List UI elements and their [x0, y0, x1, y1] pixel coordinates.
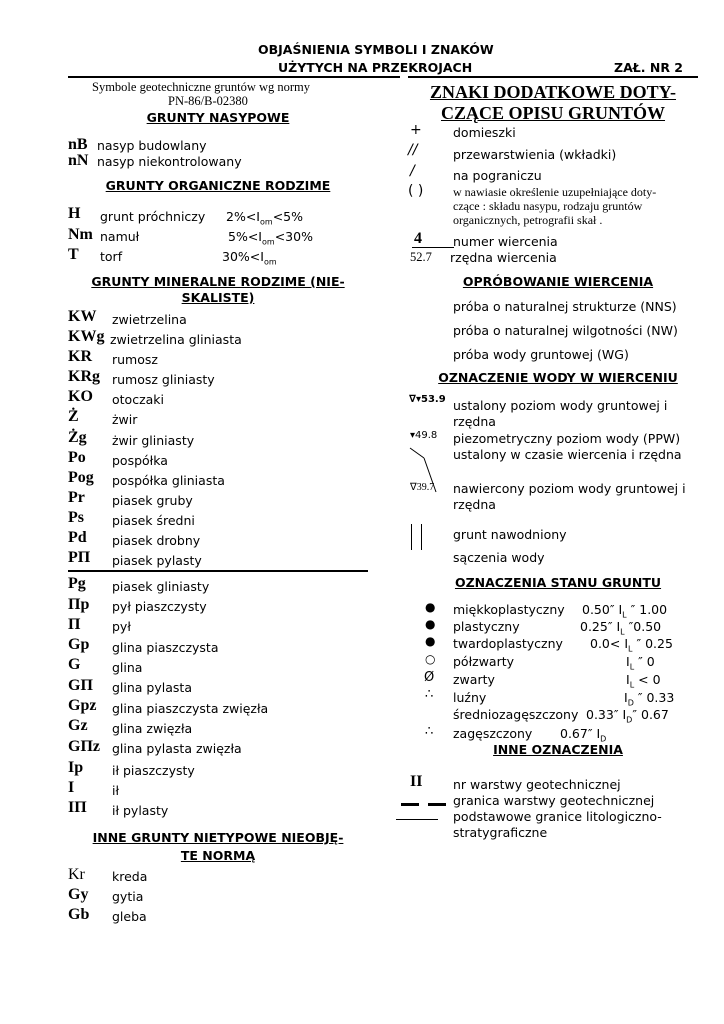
symbol-KO: KO: [68, 388, 93, 405]
desc-Pg: piasek gliniasty: [112, 579, 210, 594]
state-name-plastyczny: plastyczny: [453, 619, 520, 634]
symbol-nN: nN: [68, 152, 89, 169]
attachment-number: ZAŁ. NR 2: [614, 60, 684, 75]
state-range-zageszczony: 0.67″ $I_D$: [560, 726, 607, 744]
desc-Pd: piasek drobny: [112, 533, 201, 548]
state-range-miekkoplastyczny: 0.50″ $I_L$ ″ 1.00: [582, 602, 668, 620]
symbol-G: G: [68, 656, 81, 673]
filled-dot-icon: ●: [425, 617, 436, 631]
state-name-sredniozageszczony: średniozagęszczony: [453, 707, 579, 722]
desc-IPi: ił pylasty: [112, 803, 169, 818]
desc-granica-warstwy: granica warstwy geotechnicznej: [453, 793, 655, 808]
plus-icon: +: [410, 122, 422, 138]
triangle-down-small-icon: ▾: [410, 430, 416, 441]
desc-Pr: piasek gruby: [112, 493, 193, 508]
desc-domieszki: domieszki: [453, 125, 516, 140]
desc-saczenia: sączenia wody: [453, 550, 545, 565]
desc-Zg: żwir gliniasty: [112, 433, 195, 448]
symbol-Nm: Nm: [68, 226, 93, 243]
doc-title-line2: UŻYTYCH NA PRZEKROJACH: [278, 60, 473, 75]
desc-Nm: namuł: [100, 229, 140, 244]
parentheses-icon: ( ): [408, 183, 424, 199]
symbol-Pi: Π: [68, 616, 81, 633]
water-level-fixed-icon: ∇▾53.9: [409, 394, 446, 405]
desc-Ip: ił piaszczysty: [112, 763, 195, 778]
symbol-KWg: KWg: [68, 328, 105, 345]
state-range-luzny: $I_D$ ″ 0.33: [624, 690, 675, 708]
state-range-sredniozageszczony: 0.33″ $I_D''$ 0.67: [586, 707, 669, 725]
symbol-Zg: Żg: [68, 429, 87, 446]
desc-KW: zwietrzelina: [112, 312, 187, 327]
desc-nB: nasyp budowlany: [97, 138, 207, 153]
range-T: $30\%<I_{om}$: [222, 249, 277, 267]
symbol-Ip: Ip: [68, 759, 84, 776]
section-heading-mineralne-line1: GRUNTY MINERALNE RODZIME (NIE-: [91, 274, 345, 289]
desc-Gb: gleba: [112, 909, 147, 924]
desc-przewarstwienia: przewarstwienia (wkładki): [453, 147, 617, 162]
triangle-outline-icon: ∇: [410, 482, 417, 493]
header-rule-left: [68, 76, 400, 78]
desc-Gy: gytia: [112, 889, 144, 904]
state-name-twardoplastyczny: twardoplastyczny: [453, 636, 563, 651]
range-H: $2\%<I_{om}<5\%$: [226, 209, 303, 227]
hollow-circle-icon: ○: [425, 652, 436, 666]
symbol-PP: PΠ: [68, 549, 91, 566]
symbol-Po: Po: [68, 449, 86, 466]
desc-wg: próba wody gruntowej (WG): [453, 347, 629, 362]
symbol-KRg: KRg: [68, 368, 100, 385]
symbol-Gz: Gz: [68, 717, 88, 734]
header-rule-right: [408, 76, 698, 78]
desc-water-fixed-line1: ustalony poziom wody gruntowej i: [453, 398, 668, 413]
desc-piezometric-line2: ustalony w czasie wiercenia i rzędna: [453, 447, 682, 462]
slashed-circle-icon: Ø: [424, 670, 435, 685]
desc-I: ił: [112, 783, 120, 798]
state-range-twardoplastyczny: $0.0< I_L$ ″ 0.25: [590, 636, 673, 654]
state-name-zageszczony: zagęszczony: [453, 726, 533, 741]
desc-nN: nasyp niekontrolowany: [97, 154, 242, 169]
desc-KWg: zwietrzelina gliniasta: [110, 332, 242, 347]
triangle-down-icon: ∇▾: [409, 394, 421, 405]
symbol-Pg: Pg: [68, 575, 86, 592]
symbol-Gpz: Gpz: [68, 697, 97, 714]
symbol-I: I: [68, 779, 75, 796]
desc-T: torf: [100, 249, 123, 264]
desc-Kr: kreda: [112, 869, 148, 884]
desc-Pip: pył piaszczysty: [112, 599, 207, 614]
desc-grunt-nawodniony: grunt nawodniony: [453, 527, 567, 542]
symbol-KR: KR: [68, 348, 92, 365]
symbol-Pip: Πp: [68, 596, 90, 613]
symbol-Gy: Gy: [68, 886, 89, 903]
state-name-miekkoplastyczny: miękkoplastyczny: [453, 602, 565, 617]
section-heading-inne: INNE OZNACZENIA: [493, 742, 623, 757]
desc-KO: otoczaki: [112, 392, 165, 407]
saturated-bar-left: [411, 524, 412, 550]
desc-GPiz: glina pylasta zwięzła: [112, 741, 242, 756]
double-slash-icon: //: [408, 142, 418, 158]
section-heading-mineralne-line2: SKALISTE): [181, 290, 255, 305]
section-heading-znaki-line1: ZNAKI DODATKOWE DOTY-: [429, 82, 677, 102]
filled-dot-icon: ●: [425, 634, 436, 648]
slash-icon: /: [410, 163, 415, 179]
bore-elevation-sample: 52.7: [410, 250, 432, 264]
dashed-boundary-seg1: [401, 803, 419, 806]
desc-granice-line1: podstawowe granice litologiczno-: [453, 809, 662, 824]
section-heading-oprobowanie: OPRÓBOWANIE WIERCENIA: [462, 274, 654, 289]
symbol-Kr: Kr: [68, 866, 85, 883]
bore-number-rule: [412, 247, 454, 248]
desc-Pog: pospółka gliniasta: [112, 473, 225, 488]
desc-GPi: glina pylasta: [112, 680, 192, 695]
desc-Z: żwir: [112, 412, 138, 427]
desc-water-fixed-line2: rzędna: [453, 414, 496, 429]
symbol-IPi: IΠ: [68, 799, 87, 816]
desc-KR: rumosz: [112, 352, 158, 367]
symbol-Gp: Gp: [68, 636, 90, 653]
symbol-KW: KW: [68, 308, 97, 325]
section-heading-nietypowe-line1: INNE GRUNTY NIETYPOWE NIEOBJĘ-: [92, 830, 344, 845]
intro-line1: Symbole geotechniczne gruntów wg normy: [92, 80, 311, 94]
intro-line2: PN-86/B-02380: [168, 94, 248, 108]
desc-piezometric-line1: piezometryczny poziom wody (PPW): [453, 431, 681, 446]
desc-G: glina: [112, 660, 143, 675]
divider-mineralne: [68, 570, 368, 572]
section-heading-znaki-line2: CZĄCE OPISU GRUNTÓW: [440, 103, 666, 123]
symbol-Pog: Pog: [68, 469, 94, 486]
range-Nm: $5\%<I_{om}<30\%$: [228, 229, 313, 247]
desc-nawias-line3: organicznych, petrografii skał .: [453, 213, 603, 227]
symbol-Gb: Gb: [68, 906, 90, 923]
desc-Ps: piasek średni: [112, 513, 195, 528]
symbol-Pd: Pd: [68, 529, 87, 546]
desc-nawias-line1: w nawiasie określenie uzupełniające doty-: [453, 185, 657, 199]
symbol-Z: Ż: [68, 408, 79, 425]
section-heading-stan: OZNACZENIA STANU GRUNTU: [454, 575, 662, 590]
symbol-GPiz: GΠz: [68, 738, 100, 755]
state-name-polzwarty: półzwarty: [453, 654, 515, 669]
desc-granice-line2: stratygraficzne: [453, 825, 548, 840]
desc-H: grunt próchniczy: [100, 209, 206, 224]
desc-Gpz: glina piaszczysta zwięzła: [112, 701, 269, 716]
state-range-plastyczny: 0.25″ $I_L$ ″0.50: [580, 619, 662, 637]
doc-title-line1: OBJAŚNIENIA SYMBOLI I ZNAKÓW: [258, 42, 494, 57]
desc-Gp: glina piaszczysta: [112, 640, 219, 655]
desc-nr-warstwy: nr warstwy geotechnicznej: [453, 777, 621, 792]
layer-number-sample: II: [410, 773, 423, 790]
state-range-polzwarty: $I_L$ ″ 0: [626, 654, 655, 672]
symbol-H: H: [68, 205, 81, 222]
section-heading-woda: OZNACZENIE WODY W WIERCENIU: [438, 370, 678, 385]
desc-pograniczu: na pograniczu: [453, 168, 542, 183]
symbol-Ps: Ps: [68, 509, 84, 526]
state-range-zwarty: $I_L < 0$: [626, 672, 661, 690]
desc-drilled-line2: rzędna: [453, 497, 496, 512]
solid-boundary-line: [396, 819, 438, 820]
symbol-nB: nB: [68, 136, 88, 153]
desc-nns: próba o naturalnej strukturze (NNS): [453, 299, 677, 314]
symbol-GPi: GΠ: [68, 677, 93, 694]
water-drilled-icon: ∇39.7: [410, 482, 435, 493]
desc-numer-wiercenia: numer wiercenia: [453, 234, 558, 249]
filled-dot-icon: ●: [425, 600, 436, 614]
therefore-dots-icon: ∴: [425, 724, 434, 739]
bore-number-sample: 4: [414, 230, 422, 247]
desc-Gz: glina zwięzła: [112, 721, 193, 736]
section-heading-organiczne: GRUNTY ORGANICZNE RODZIME: [105, 178, 331, 193]
section-heading-nasypowe: GRUNTY NASYPOWE: [146, 110, 290, 125]
saturated-bar-right: [421, 524, 422, 550]
state-name-luzny: luźny: [453, 690, 487, 705]
desc-Pi: pył: [112, 619, 131, 634]
symbol-Pr: Pr: [68, 489, 85, 506]
desc-nawias-line2: czące : składu nasypu, rodzaju gruntów: [453, 199, 643, 213]
symbol-T: T: [68, 246, 79, 263]
desc-drilled-line1: nawiercony poziom wody gruntowej i: [453, 481, 686, 496]
therefore-dots-icon: ∴: [425, 687, 434, 702]
desc-KRg: rumosz gliniasty: [112, 372, 215, 387]
desc-PP: piasek pylasty: [112, 553, 202, 568]
piezometric-level-icon: ▾49.8: [410, 430, 438, 441]
dashed-boundary-seg2: [428, 803, 446, 806]
state-name-zwarty: zwarty: [453, 672, 495, 687]
desc-Po: pospółka: [112, 453, 168, 468]
desc-rzedna-wiercenia: rzędna wiercenia: [450, 250, 557, 265]
desc-nw: próba o naturalnej wilgotności (NW): [453, 323, 678, 338]
section-heading-nietypowe-line2: TE NORMĄ: [180, 848, 256, 863]
